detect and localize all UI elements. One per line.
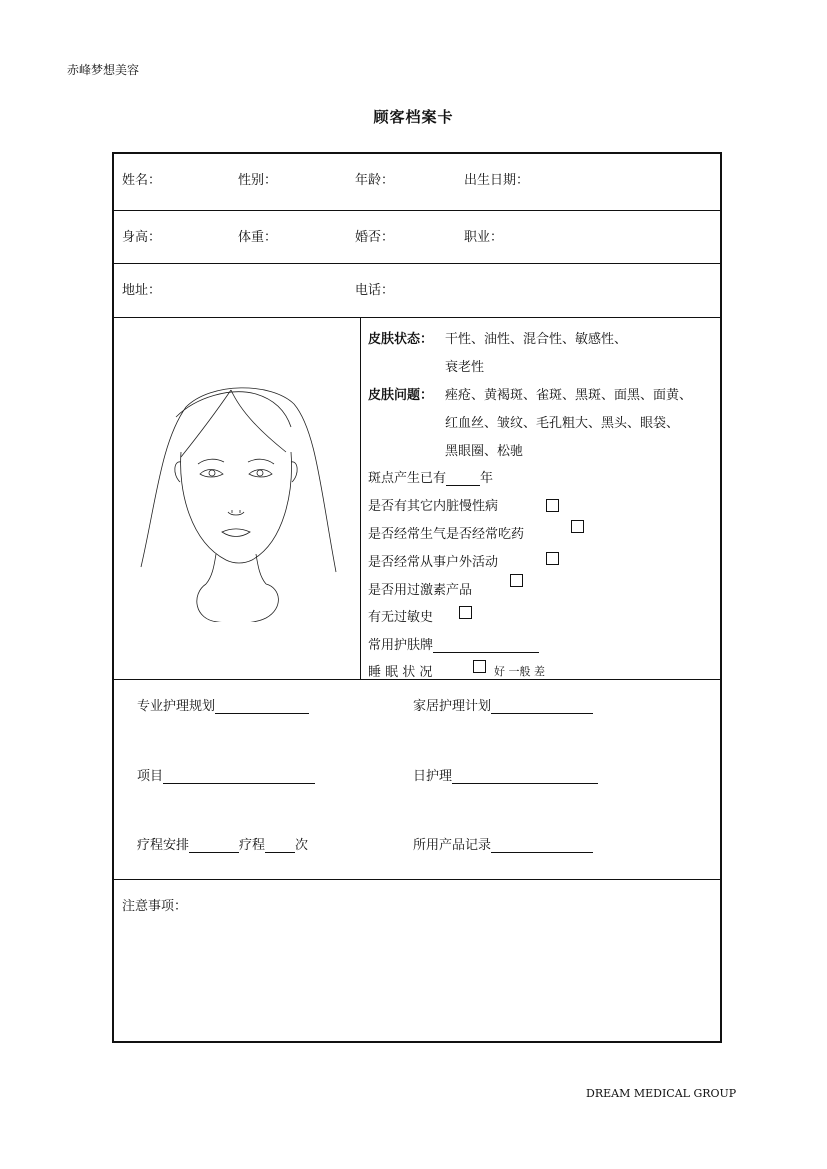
- allergy-history-checkbox[interactable]: [459, 606, 472, 619]
- product-record-blank[interactable]: [491, 838, 593, 853]
- daily-care-blank[interactable]: [452, 769, 598, 784]
- notes-label: 注意事项：: [122, 899, 188, 914]
- product-record-row: [413, 834, 593, 853]
- course-schedule-row: [137, 834, 308, 853]
- skin-problem-options: 痤疮、黄褐斑、雀斑、黑斑、面黑、面黄、: [445, 388, 693, 403]
- hormone-product-question: 是否用过激素产品: [368, 583, 473, 598]
- outdoor-activity-question: 是否经常从事户外活动: [368, 555, 499, 570]
- record-card-frame: [112, 152, 722, 1043]
- skin-state-label: 皮肤状态：: [368, 332, 434, 347]
- anger-medicine-checkbox[interactable]: [571, 520, 584, 533]
- header-brand: 赤峰梦想美容: [67, 63, 140, 77]
- daily-care-row: [413, 765, 598, 784]
- sleep-status-label: 睡 眠 状 况: [368, 665, 433, 680]
- course-count-blank[interactable]: [265, 838, 295, 853]
- skincare-brand-blank[interactable]: [433, 638, 539, 653]
- allergy-history-question: 有无过敏史: [368, 610, 434, 625]
- item-label: 项目: [137, 769, 164, 784]
- course-schedule-label: 疗程安排: [137, 838, 190, 853]
- skin-problem-options-cont2: 黑眼圈、松驰: [445, 444, 524, 459]
- row-divider: [114, 879, 720, 880]
- skin-problem-label: 皮肤问题：: [368, 388, 434, 403]
- row-divider: [114, 210, 720, 211]
- sleep-status-options: 好 一般 差: [494, 665, 545, 678]
- course-label: 疗程: [239, 838, 266, 853]
- anger-medicine-question: 是否经常生气是否经常吃药: [368, 527, 525, 542]
- item-row: [137, 765, 315, 784]
- address-field-label: 地址：: [122, 283, 162, 298]
- pro-care-plan-label: 专业护理规划: [137, 699, 216, 714]
- spots-years-unit: 年: [480, 471, 494, 486]
- pro-care-plan-row: [137, 695, 309, 714]
- skin-state-options-cont: 衰老性: [445, 360, 485, 375]
- hormone-product-checkbox[interactable]: [510, 574, 523, 587]
- skin-state-options: 干性、油性、混合性、敏感性、: [445, 332, 628, 347]
- skincare-brand-label: 常用护肤牌: [368, 638, 434, 653]
- face-sketch-illustration: [136, 382, 341, 622]
- course-unit: 次: [295, 838, 309, 853]
- chronic-disease-question: 是否有其它内脏慢性病: [368, 499, 499, 514]
- spots-duration-row: [368, 467, 493, 486]
- gender-field-label: 性别：: [238, 173, 278, 188]
- product-record-label: 所用产品记录: [413, 838, 492, 853]
- course-schedule-blank[interactable]: [189, 838, 239, 853]
- column-divider: [360, 317, 361, 679]
- spots-years-blank[interactable]: [446, 471, 480, 486]
- skin-problem-options-cont: 红血丝、皱纹、毛孔粗大、黑头、眼袋、: [445, 416, 680, 431]
- spots-duration-label: 斑点产生已有: [368, 471, 447, 486]
- weight-field-label: 体重：: [238, 230, 278, 245]
- name-field-label: 姓名：: [122, 173, 162, 188]
- row-divider: [114, 263, 720, 264]
- job-field-label: 职业：: [464, 230, 504, 245]
- home-care-plan-label: 家居护理计划: [413, 699, 492, 714]
- phone-field-label: 电话：: [355, 283, 395, 298]
- home-care-plan-blank[interactable]: [491, 699, 593, 714]
- footer-group-name: DREAM MEDICAL GROUP: [586, 1087, 737, 1100]
- age-field-label: 年龄：: [355, 173, 395, 188]
- birthdate-field-label: 出生日期：: [464, 173, 530, 188]
- chronic-disease-checkbox[interactable]: [546, 499, 559, 512]
- pro-care-plan-blank[interactable]: [215, 699, 309, 714]
- page-title: 顾客档案卡: [373, 108, 454, 126]
- height-field-label: 身高：: [122, 230, 162, 245]
- daily-care-label: 日护理: [413, 769, 453, 784]
- row-divider: [114, 317, 720, 318]
- outdoor-activity-checkbox[interactable]: [546, 552, 559, 565]
- sleep-status-checkbox[interactable]: [473, 660, 486, 673]
- item-blank[interactable]: [163, 769, 315, 784]
- married-field-label: 婚否：: [355, 230, 395, 245]
- skincare-brand-row: [368, 634, 539, 653]
- home-care-plan-row: [413, 695, 593, 714]
